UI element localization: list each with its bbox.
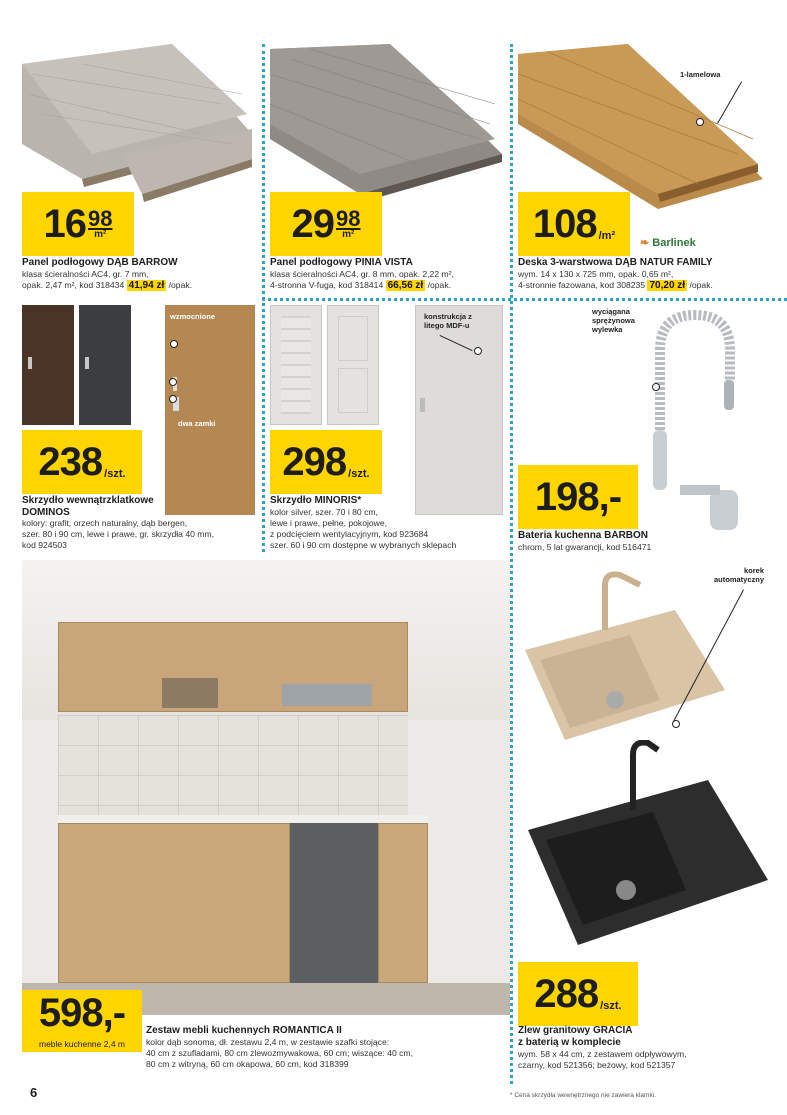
product-desc: kolor dąb sonoma, dł. zestawu 2,4 m, w zestawie szafki stojące: 40 cm z szufladami, 80 cm zlewozmywakowa, 60 cm; wiszące: 40 cm, 80 cm z witryną, 60 cm okapowa, 60 cm, kod 318399 [146,1037,413,1069]
product-title: Zestaw mebli kuchennych ROMANTICA II [146,1025,342,1036]
callout-dot [696,118,704,126]
door-minoris-1 [270,305,322,425]
callout-dot [672,720,680,728]
product-desc: chrom, 5 lat gwarancji, kod 516471 [518,542,652,552]
footnote: * Cena skrzydła wewnętrznego nie zawiera klamki. [510,1092,656,1099]
price-tag [270,192,382,256]
price-cents: 98 [88,206,113,231]
price-tag [22,990,142,1036]
page-number: 6 [30,1085,38,1100]
price-subtitle: meble kuchenne 2,4 m [22,1036,142,1052]
pack-price: 66,56 zł [387,280,424,291]
divider [262,298,787,301]
callout-label: wyciągana sprężynowa wylewka [592,307,635,334]
product-title: Panel podłogowy PINIA VISTA [270,257,413,268]
price-unit: m² [342,229,355,240]
callout-dot [169,378,177,386]
product-desc: wym. 14 x 130 x 725 mm, opak. 0,65 m², 4-stronnie fazowana, kod 308235 70,20 zł /opak. [518,269,713,291]
product-desc: kolory: grafit, orzech naturalny, dąb bergen, szer. 80 i 90 cm, lewe i prawe, gr. skrzydła 40 mm, kod 924503 [22,518,214,550]
price-main: 108 [532,201,597,246]
callout-label: wzmocnione [170,312,216,321]
price-main: 198,- [534,474,622,519]
product-title: Deska 3-warstwowa DĄB NATUR FAMILY [518,257,713,268]
kitchen-photo [22,560,510,1015]
price-main: 29 [291,201,334,246]
door-minoris-2 [327,305,379,425]
price-main: 288 [534,971,599,1016]
price-unit: /szt. [348,468,370,480]
callout-dot [170,340,178,348]
product-desc: klasa ścieralności AC4, gr. 8 mm, opak. 2,22 m², 4-stronna V-fuga, kod 318414 66,56 zł /opak. [270,269,454,291]
callout-dot [169,395,177,403]
price-unit: m² [94,229,107,240]
price-tag [22,192,134,256]
price-unit: /szt. [600,1000,622,1012]
door-minoris-3 [415,305,503,515]
price-main: 238 [38,439,103,484]
pack-price: 70,20 zł [649,280,686,291]
panel-pinia-photo [270,44,502,209]
callout-dot [652,383,660,391]
price-tag [518,465,638,529]
door-dominos-walnut [22,305,74,425]
callout-dot [474,347,482,355]
callout-label: 1-lamelowa [680,70,721,79]
product-title: Bateria kuchenna BARBON [518,530,649,541]
product-desc: klasa ścieralności AC4, gr. 7 mm, opak. 2,47 m², kod 318434 41,94 zł /opak. [22,269,193,291]
callout-label: konstrukcja z litego MDF-u [424,312,472,330]
leaf-icon: ❧ [640,237,650,249]
price-main: 16 [43,201,86,246]
product-title: Skrzydło wewnątrzklatkowe DOMINOS [22,495,154,518]
price-cents: 98 [336,206,361,231]
deska-dab-photo [518,44,768,209]
price-tag [22,430,142,494]
sink-beige-photo [525,570,725,740]
price-unit: /szt. [104,468,126,480]
product-title: Zlew granitowy GRACIA z baterią w komplecie [518,1025,633,1048]
product-desc: wym. 58 x 44 cm, z zestawem odpływowym, czarny, kod 521356; beżowy, kod 521357 [518,1049,687,1070]
price-main: 298 [282,439,347,484]
callout-label: dwa zamki [178,419,216,428]
price-tag [270,430,382,494]
product-desc: kolor silver, szer. 70 i 80 cm, lewe i prawe, pełne, pokojowe, z podcięciem wentylacyjnym, kod 923684 szer. 60 i 90 cm dostępne w wybranych sklepach [270,507,457,550]
price-main: 598,- [38,990,126,1035]
faucet-photo [640,310,750,535]
brand-logo: ❧ Barlinek [640,237,696,249]
product-title: Skrzydło MINORIS* [270,495,362,506]
price-tag [518,962,638,1026]
sink-black-photo [528,740,768,950]
price-tag [518,192,630,256]
panel-barrow-photo [22,44,252,209]
door-dominos-graphite [79,305,131,425]
callout-label: korek automatyczny [713,566,764,584]
price-unit: /m² [598,230,616,242]
door-dominos-oak [165,305,255,515]
pack-price: 41,94 zł [128,280,165,291]
divider [510,44,513,1084]
product-title: Panel podłogowy DĄB BARROW [22,257,178,268]
